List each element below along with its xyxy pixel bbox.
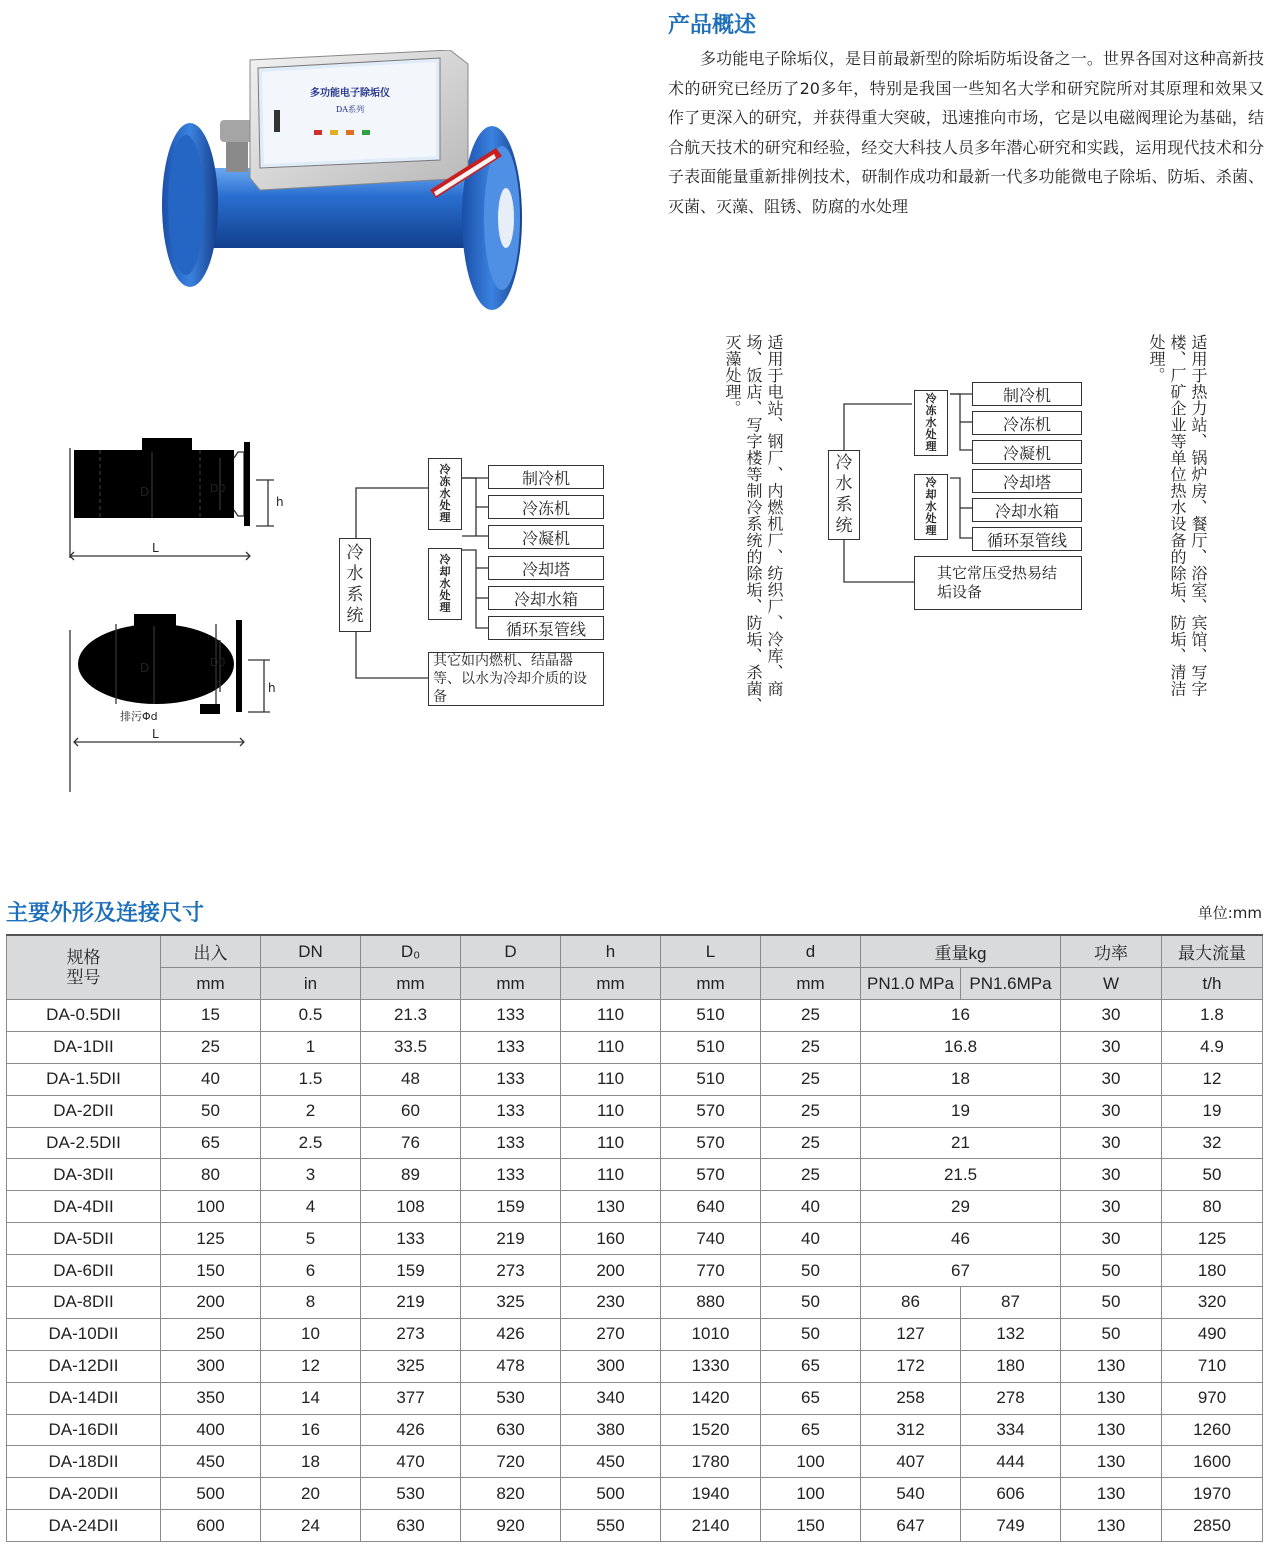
table-cell: 19 [1162,1095,1263,1127]
flow1-item-5: 循环泵管线 [488,616,604,640]
header-unit: mm [661,968,761,1000]
unit-label: 单位:mm [1197,904,1262,922]
flow1-system: 冷水系统 [339,538,371,632]
table-cell: 450 [561,1446,661,1478]
table-row [7,1000,1263,1032]
table-cell: DA-0.5DII [7,1000,161,1032]
flow2-other: 其它常压受热易结垢设备 [914,556,1082,610]
label-D0: D0 [210,656,226,669]
header-power-unit: W [1061,968,1162,1000]
table-cell: 340 [561,1382,661,1414]
table-cell: 300 [561,1350,661,1382]
table-cell: 133 [461,1159,561,1191]
table-cell: 325 [461,1287,561,1319]
table-cell: 16 [261,1414,361,1446]
table-cell: 25 [761,1063,861,1095]
table-cell: 300 [161,1350,261,1382]
table-cell: 30 [1061,1159,1162,1191]
table-cell: 5 [261,1223,361,1255]
table-cell: 380 [561,1414,661,1446]
table-cell: 30 [1061,1191,1162,1223]
header-pn10: PN1.0 MPa [861,968,961,1000]
panel-title: 多功能电子除垢仪 [310,88,390,99]
table-cell: DA-10DII [7,1318,161,1350]
table-cell: 320 [1162,1287,1263,1319]
table-cell: 60 [361,1095,461,1127]
table-cell: 65 [761,1350,861,1382]
table-cell: 40 [161,1063,261,1095]
table-cell: 25 [761,1031,861,1063]
table-cell: 130 [1061,1350,1162,1382]
table-cell: 16.8 [861,1031,1061,1063]
table-row [7,1478,1263,1510]
label-D0: D0 [210,482,226,495]
table-cell: 230 [561,1287,661,1319]
table-cell: 80 [1162,1191,1263,1223]
table-cell: 65 [761,1414,861,1446]
flow2-item-0: 制冷机 [972,382,1082,406]
table-cell: 30 [1061,1000,1162,1032]
label-D: D [140,485,150,499]
table-cell: 50 [761,1287,861,1319]
table-cell: 18 [861,1063,1061,1095]
table-cell: 21 [861,1127,1061,1159]
table-cell: 200 [161,1287,261,1319]
table-cell: 920 [461,1510,561,1542]
table-cell: 630 [461,1414,561,1446]
table-cell: 312 [861,1414,961,1446]
table-cell: 820 [461,1478,561,1510]
table-cell: 570 [661,1159,761,1191]
table-cell: 880 [661,1287,761,1319]
table-cell: 426 [361,1414,461,1446]
table-row [7,1127,1263,1159]
table-row [7,1223,1263,1255]
table-cell: 108 [361,1191,461,1223]
table-cell: 334 [961,1414,1061,1446]
flow1-item-3: 冷却塔 [488,556,604,580]
table-cell: 470 [361,1446,461,1478]
table-cell: 500 [561,1478,661,1510]
table-cell: 150 [761,1510,861,1542]
table-cell: DA-2.5DII [7,1127,161,1159]
table-cell: 450 [161,1446,261,1478]
table-cell: 130 [1061,1510,1162,1542]
table-cell: 110 [561,1063,661,1095]
table-cell: 50 [1162,1159,1263,1191]
table-cell: 110 [561,1159,661,1191]
table-row [7,1255,1263,1287]
table-cell: 1330 [661,1350,761,1382]
table-cell: 30 [1061,1223,1162,1255]
table-cell: 24 [261,1510,361,1542]
dims-title: 主要外形及连接尺寸 [6,901,205,926]
table-cell: 125 [1162,1223,1263,1255]
table-cell: 50 [1061,1255,1162,1287]
table-cell: 132 [961,1318,1061,1350]
table-cell: 500 [161,1478,261,1510]
table-cell: 1.8 [1162,1000,1263,1032]
table-cell: 80 [161,1159,261,1191]
table-cell: DA-12DII [7,1350,161,1382]
header-power: 功率 [1061,935,1162,968]
product-photo [150,50,530,320]
table-cell: 50 [761,1255,861,1287]
flow-chart-1 [336,458,606,708]
table-cell: 130 [1061,1382,1162,1414]
table-cell: 770 [661,1255,761,1287]
table-cell: 740 [661,1223,761,1255]
label-D: D [140,661,150,675]
table-row [7,1446,1263,1478]
table-cell: 258 [861,1382,961,1414]
table-cell: 21.5 [861,1159,1061,1191]
table-cell: 2850 [1162,1510,1263,1542]
table-cell: 133 [461,1095,561,1127]
flow2-system: 冷水系统 [828,450,860,540]
flow1-group1: 冷冻水处理 [428,458,462,530]
table-cell: 630 [361,1510,461,1542]
header-unit: mm [461,968,561,1000]
header-weight: 重量kg [861,935,1061,968]
table-cell: 510 [661,1000,761,1032]
table-cell: 89 [361,1159,461,1191]
table-cell: 110 [561,1031,661,1063]
vertical-note-2: 适用于热力站、锅炉房、餐厅、浴室、宾馆、写字楼、厂矿企业等单位热水设备的除垢、防垢、清洁处理。 [1147,334,1208,697]
table-row [7,1414,1263,1446]
table-cell: 710 [1162,1350,1263,1382]
table-cell: 16 [861,1000,1061,1032]
table-cell: 4 [261,1191,361,1223]
table-cell: 2140 [661,1510,761,1542]
table-row [7,1031,1263,1063]
header-unit: mm [561,968,661,1000]
table-cell: 14 [261,1382,361,1414]
table-cell: 20 [261,1478,361,1510]
table-cell: 606 [961,1478,1061,1510]
vertical-note-1: 适用于电站、钢厂、内燃机厂、纺织厂、冷库、商场、饭店、写字楼等制冷系统的除垢、防垢、杀菌、灭藻处理。 [723,334,784,714]
table-cell: 600 [161,1510,261,1542]
table-row [7,1510,1263,1542]
table-cell: 970 [1162,1382,1263,1414]
table-cell: 21.3 [361,1000,461,1032]
header-unit: mm [161,968,261,1000]
label-L: L [152,541,159,555]
table-cell: 640 [661,1191,761,1223]
table-cell: 133 [461,1031,561,1063]
flow1-item-1: 冷冻机 [488,495,604,519]
table-cell: 30 [1061,1063,1162,1095]
table-row [7,1350,1263,1382]
flow1-item-0: 制冷机 [488,465,604,489]
table-cell: 1940 [661,1478,761,1510]
table-cell: 180 [961,1350,1061,1382]
label-drain: 排污Φd [120,710,158,723]
table-cell: 4.9 [1162,1031,1263,1063]
table-cell: 1780 [661,1446,761,1478]
table-cell: 350 [161,1382,261,1414]
flow1-other: 其它如内燃机、结晶器等、以水为冷却介质的设备 [428,652,604,706]
table-cell: 127 [861,1318,961,1350]
table-cell: 200 [561,1255,661,1287]
table-cell: 19 [861,1095,1061,1127]
table-cell: 3 [261,1159,361,1191]
table-cell: 530 [361,1478,461,1510]
table-cell: 133 [461,1000,561,1032]
overview-title: 产品概述 [668,13,757,38]
table-cell: 130 [1061,1446,1162,1478]
table-cell: 40 [761,1191,861,1223]
header-unit: mm [761,968,861,1000]
header-col: L [661,935,761,968]
table-cell: 0.5 [261,1000,361,1032]
table-cell: 46 [861,1223,1061,1255]
table-cell: 25 [761,1095,861,1127]
technical-drawing-bottom [60,600,300,800]
flow1-item-4: 冷却水箱 [488,586,604,610]
table-cell: DA-20DII [7,1478,161,1510]
table-cell: 325 [361,1350,461,1382]
table-cell: 40 [761,1223,861,1255]
table-cell: 377 [361,1382,461,1414]
table-cell: 125 [161,1223,261,1255]
panel-series: DA系列 [335,105,365,114]
table-cell: 30 [1061,1031,1162,1063]
table-cell: 18 [261,1446,361,1478]
table-cell: 32 [1162,1127,1263,1159]
table-cell: 50 [761,1318,861,1350]
table-cell: 33.5 [361,1031,461,1063]
table-cell: 159 [461,1191,561,1223]
table-cell: 25 [761,1127,861,1159]
table-cell: 1420 [661,1382,761,1414]
table-cell: 530 [461,1382,561,1414]
table-cell: 150 [161,1255,261,1287]
table-cell: 130 [561,1191,661,1223]
header-flow-unit: t/h [1162,968,1263,1000]
table-cell: 273 [361,1318,461,1350]
table-cell: 2.5 [261,1127,361,1159]
table-cell: DA-5DII [7,1223,161,1255]
table-cell: 86 [861,1287,961,1319]
flow2-group1: 冷冻水处理 [914,390,948,456]
table-cell: 400 [161,1414,261,1446]
table-cell: 29 [861,1191,1061,1223]
table-cell: 1260 [1162,1414,1263,1446]
label-L: L [152,727,159,741]
table-cell: 48 [361,1063,461,1095]
table-cell: 1 [261,1031,361,1063]
table-cell: 426 [461,1318,561,1350]
flow2-group2: 冷却水处理 [914,474,948,540]
table-cell: 490 [1162,1318,1263,1350]
table-cell: 25 [161,1031,261,1063]
table-cell: 1600 [1162,1446,1263,1478]
table-cell: 25 [761,1000,861,1032]
table-cell: 50 [1061,1287,1162,1319]
table-cell: 478 [461,1350,561,1382]
technical-drawing-top [60,428,300,568]
table-cell: 647 [861,1510,961,1542]
table-cell: DA-3DII [7,1159,161,1191]
table-cell: 76 [361,1127,461,1159]
table-cell: 273 [461,1255,561,1287]
table-cell: 1520 [661,1414,761,1446]
table-cell: 1970 [1162,1478,1263,1510]
table-cell: 133 [461,1127,561,1159]
table-cell: 180 [1162,1255,1263,1287]
header-col: 出入 [161,935,261,968]
table-cell: 570 [661,1127,761,1159]
header-col: DN [261,935,361,968]
table-cell: 270 [561,1318,661,1350]
table-cell: 50 [1061,1318,1162,1350]
table-row [7,1382,1263,1414]
table-cell: 130 [1061,1414,1162,1446]
table-cell: 510 [661,1031,761,1063]
table-cell: 133 [461,1063,561,1095]
table-cell: 172 [861,1350,961,1382]
table-cell: 100 [761,1478,861,1510]
table-row [7,1063,1263,1095]
table-cell: DA-1DII [7,1031,161,1063]
table-cell: 87 [961,1287,1061,1319]
flow1-group2: 冷却水处理 [428,548,462,620]
table-cell: DA-6DII [7,1255,161,1287]
flow2-item-4: 冷却水箱 [972,498,1082,522]
table-cell: 30 [1061,1127,1162,1159]
table-cell: 110 [561,1095,661,1127]
flow2-item-5: 循环泵管线 [972,527,1082,551]
table-cell: 278 [961,1382,1061,1414]
header-flow: 最大流量 [1162,935,1263,968]
table-cell: 720 [461,1446,561,1478]
table-cell: 10 [261,1318,361,1350]
header-unit: mm [361,968,461,1000]
header-col: h [561,935,661,968]
table-cell: 407 [861,1446,961,1478]
flow2-item-3: 冷却塔 [972,469,1082,493]
table-cell: 749 [961,1510,1061,1542]
flow2-item-1: 冷冻机 [972,411,1082,435]
table-cell: 160 [561,1223,661,1255]
table-cell: 550 [561,1510,661,1542]
table-cell: 30 [1061,1095,1162,1127]
table-row [7,1191,1263,1223]
header-col: d [761,935,861,968]
table-row [7,1287,1263,1319]
table-cell: 50 [161,1095,261,1127]
table-row [7,1318,1263,1350]
table-cell: 65 [161,1127,261,1159]
table-cell: 444 [961,1446,1061,1478]
table-cell: 110 [561,1127,661,1159]
table-cell: DA-24DII [7,1510,161,1542]
label-h: h [268,681,276,695]
table-row [7,1159,1263,1191]
table-cell: 67 [861,1255,1061,1287]
table-cell: 2 [261,1095,361,1127]
table-cell: DA-16DII [7,1414,161,1446]
table-cell: DA-1.5DII [7,1063,161,1095]
table-cell: 1.5 [261,1063,361,1095]
flow-chart-2 [826,378,1086,614]
table-cell: 8 [261,1287,361,1319]
table-cell: DA-2DII [7,1095,161,1127]
flow2-item-2: 冷凝机 [972,440,1082,464]
table-cell: 12 [261,1350,361,1382]
table-cell: 130 [1061,1478,1162,1510]
header-unit: in [261,968,361,1000]
table-cell: 65 [761,1382,861,1414]
table-cell: 250 [161,1318,261,1350]
header-pn16: PN1.6MPa [961,968,1061,1000]
flow1-item-2: 冷凝机 [488,525,604,549]
table-cell: 100 [761,1446,861,1478]
table-cell: 1010 [661,1318,761,1350]
table-cell: 15 [161,1000,261,1032]
header-model: 规格 型号 [7,935,161,1000]
table-cell: DA-18DII [7,1446,161,1478]
header-col: D [461,935,561,968]
table-cell: DA-4DII [7,1191,161,1223]
table-cell: 540 [861,1478,961,1510]
table-cell: 159 [361,1255,461,1287]
table-cell: 133 [361,1223,461,1255]
table-cell: 110 [561,1000,661,1032]
table-cell: 219 [361,1287,461,1319]
table-row [7,1095,1263,1127]
spec-body [7,1000,1263,1542]
label-h: h [276,495,284,509]
table-cell: 25 [761,1159,861,1191]
table-cell: 570 [661,1095,761,1127]
overview-text: 多功能电子除垢仪，是目前最新型的除垢防垢设备之一。世界各国对这种高新技术的研究已经历了20多年，特别是我国一些知名大学和研究院所对其原理和效果又作了更深入的研究，并获得重大突破，迅速推向市场，它是以电磁阀理论为基础，结合航天技术的研究和经验，经交大科技人员多年潜心研究和实践，运用现代技术和分子表面能量重新排例技术，研制作成功和最新一代多功能微电子除垢、防垢、杀菌、灭菌、灭藻、阻锈、防腐的水处理 [668,49,1264,216]
table-cell: 100 [161,1191,261,1223]
table-cell: 12 [1162,1063,1263,1095]
table-cell: DA-14DII [7,1382,161,1414]
table-cell: 510 [661,1063,761,1095]
header-col: D₀ [361,935,461,968]
table-cell: 6 [261,1255,361,1287]
table-cell: DA-8DII [7,1287,161,1319]
table-cell: 219 [461,1223,561,1255]
spec-table [6,934,1263,1542]
